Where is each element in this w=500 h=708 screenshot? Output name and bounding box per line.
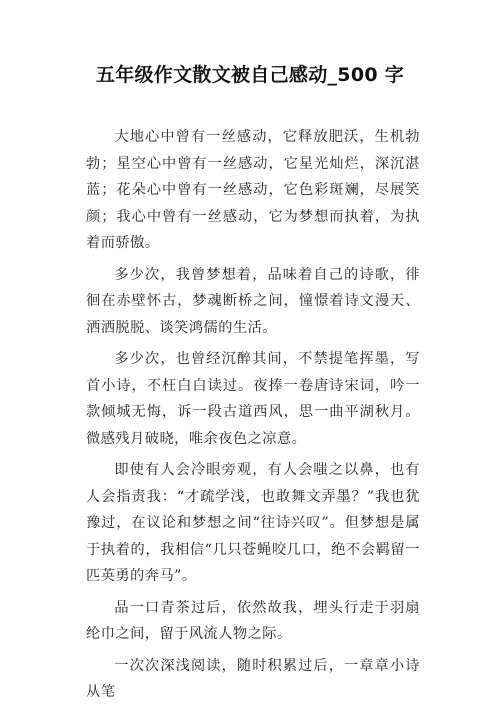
paragraph-3: 多少次，也曾经沉醉其间，不禁提笔挥墨，写首小诗，不枉白白读过。夜捧一卷唐诗宋词，吟一款倾城无悔，诉一段古道西风，思一曲平湖秋月。微感残月破晓，唯余夜色之凉意。: [86, 351, 420, 447]
paragraph-1: 大地心中曾有一丝感动，它释放肥沃，生机勃勃；星空心中曾有一丝感动，它星光灿烂，深沉湛蓝；花朵心中曾有一丝感动，它色彩斑斓，尽展笑颜；我心中曾有一丝感动，它为梦想而执着，为执着而骄傲。: [86, 129, 420, 251]
paragraph-4: 即使有人会冷眼旁观，有人会嗤之以鼻，也有人会指责我：“才疏学浅，也敢舞文弄墨？”我也犹豫过，在议论和梦想之间“往诗兴叹”。但梦想是属于执着的，我相信“几只苍蝇咬几口，绝不会羁留一匹英勇的奔马”。: [86, 462, 420, 584]
document-title: 五年级作文散文被自己感动_500 字: [95, 64, 405, 86]
paragraph-2: 多少次，我曾梦想着，品味着自己的诗歌，徘徊在赤壁怀古，梦魂断桥之间，憧憬着诗文漫天、洒洒脱脱、谈笑鸿儒的生活。: [86, 266, 420, 336]
document-body: [86, 124, 420, 706]
paragraph-6: 一次次深浅阅读，随时积累过后，一章章小诗从笔: [86, 657, 420, 700]
paragraph-5: 品一口青茶过后，依然故我，埋头行走于羽扇纶巾之间，留于风流人物之际。: [86, 599, 420, 642]
